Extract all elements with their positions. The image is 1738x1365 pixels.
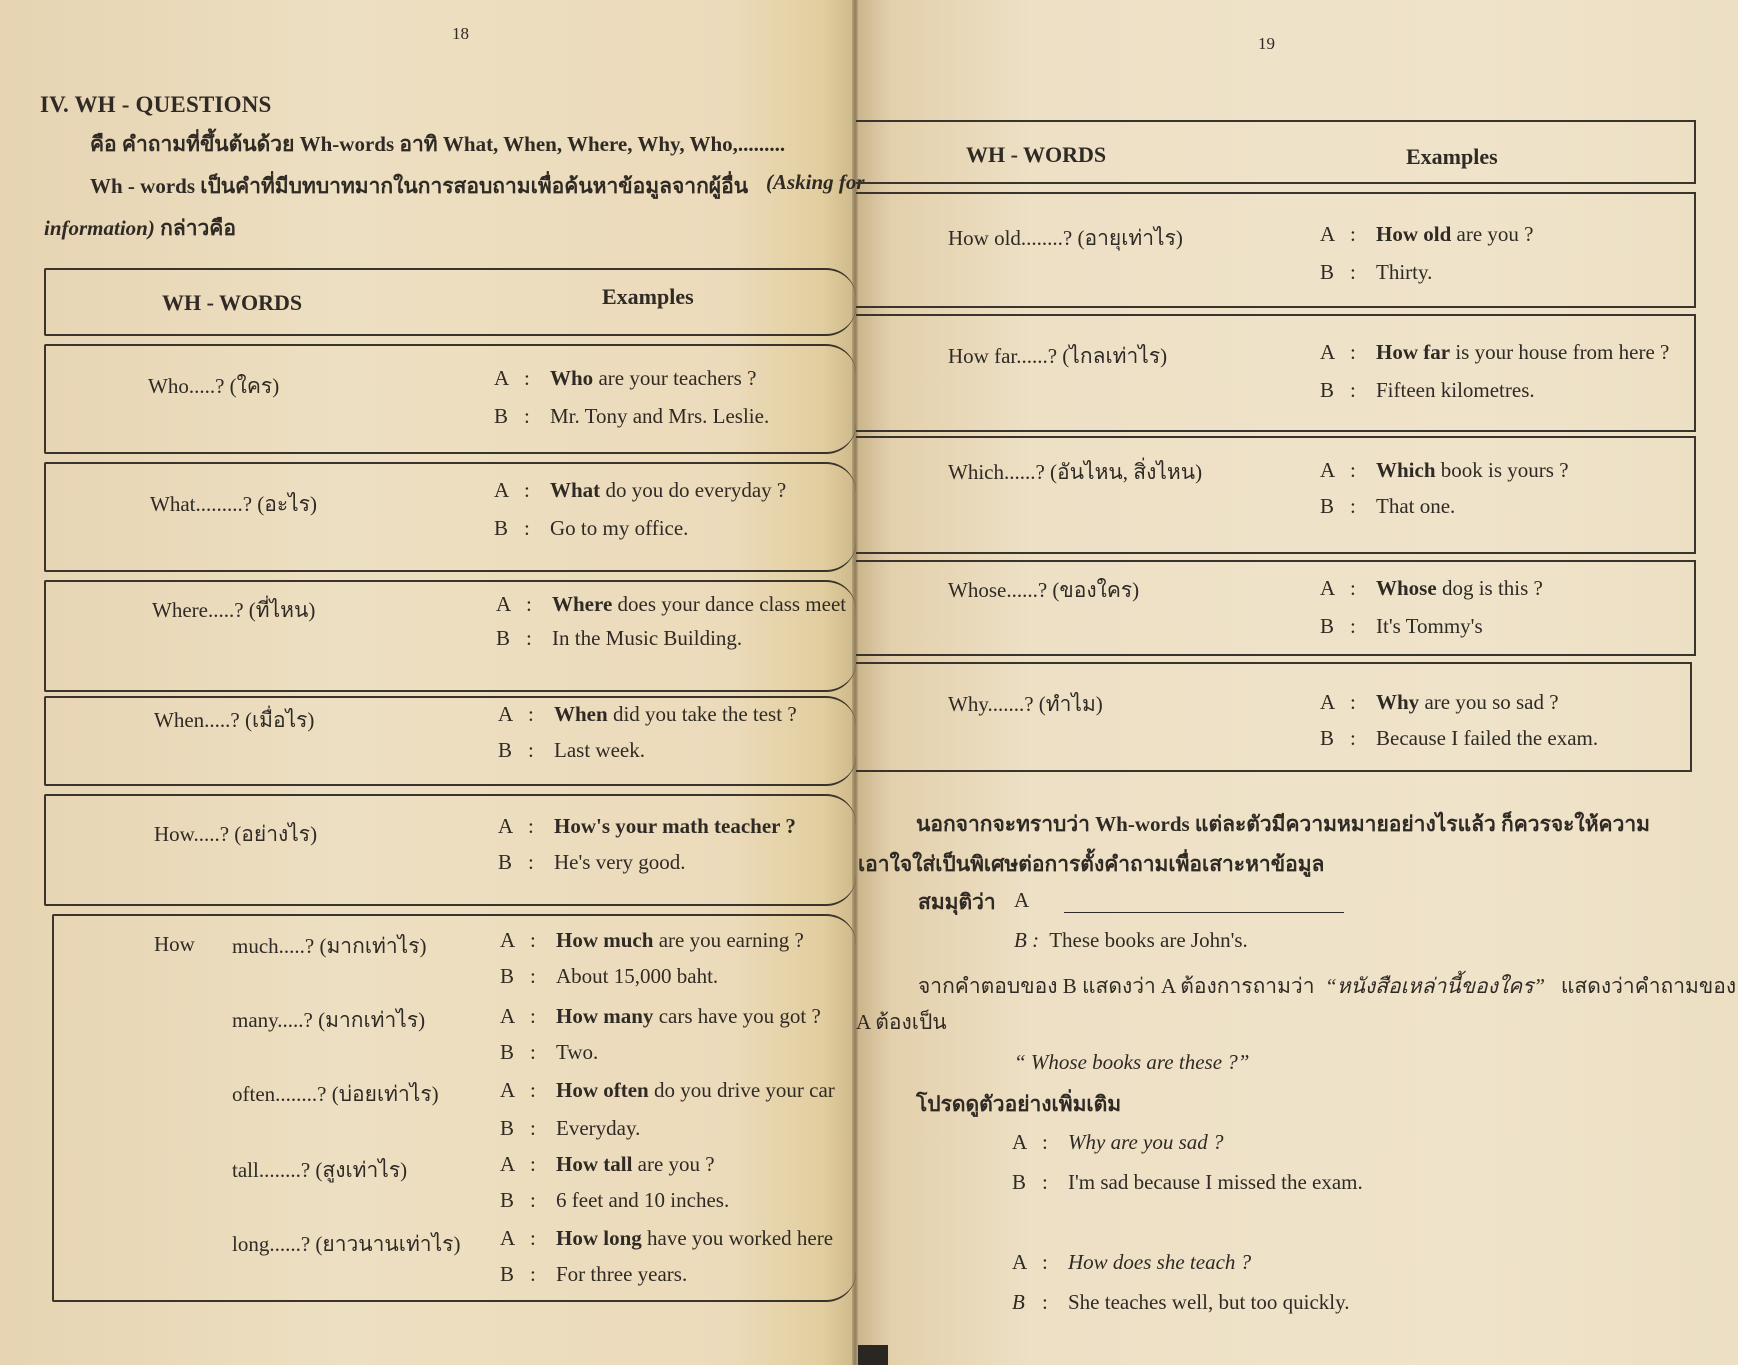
paragraph-1-line-1: นอกจากจะทราบว่า Wh-words แต่ละตัวมีความหมายอย่างไรแล้ว ก็ควรจะให้ความ bbox=[916, 812, 1651, 836]
wh-word: How.....? (อย่างไร) bbox=[154, 822, 318, 846]
more-examples-label: โปรดดูตัวอย่างเพิ่มเติม bbox=[916, 1092, 1122, 1116]
right-table-header bbox=[856, 120, 1696, 184]
example-b: B : Fifteen kilometres. bbox=[1320, 378, 1535, 402]
wh-word: Whose......? (ของใคร) bbox=[948, 578, 1140, 602]
answer-blank bbox=[1064, 912, 1344, 913]
example-a: A : Whose dog is this ? bbox=[1320, 576, 1543, 600]
example-a: A : How's your math teacher ? bbox=[498, 814, 796, 838]
row-which bbox=[856, 436, 1696, 554]
row-how-old bbox=[856, 192, 1696, 308]
section-title: IV. WH - QUESTIONS bbox=[40, 92, 272, 117]
example-a: A : Where does your dance class meet bbox=[496, 592, 847, 616]
example-a: A : What do you do everyday ? bbox=[494, 478, 787, 502]
example-a: A : How tall are you ? bbox=[500, 1152, 715, 1176]
example-a: A : How many cars have you got ? bbox=[500, 1004, 821, 1028]
example-b: B : About 15,000 baht. bbox=[500, 964, 719, 988]
header-wh-words: WH - WORDS bbox=[162, 290, 303, 315]
row-why bbox=[856, 662, 1692, 772]
example-a: A : Which book is yours ? bbox=[1320, 458, 1569, 482]
header-examples: Examples bbox=[602, 284, 694, 309]
row-how-group bbox=[52, 914, 856, 1302]
example-a: A : How often do you drive your car bbox=[500, 1078, 835, 1102]
suppose-b: B : These books are John's. bbox=[1014, 928, 1248, 952]
row-how-far bbox=[856, 314, 1696, 432]
intro-line-2: Wh - words เป็นคำที่มีบทบาทมากในการสอบถามเพื่อค้นหาข้อมูลจากผู้อื่น bbox=[90, 174, 749, 198]
spine-shadow bbox=[858, 1345, 888, 1365]
example-b: B : Everyday. bbox=[500, 1116, 641, 1140]
example-b: B : Because I failed the exam. bbox=[1320, 726, 1599, 750]
example-b: B : For three years. bbox=[500, 1262, 688, 1286]
wh-word: How far......? (ไกลเท่าไร) bbox=[948, 344, 1168, 368]
intro-line-2-italic: (Asking for bbox=[766, 170, 865, 194]
wh-word: Why.......? (ทำไม) bbox=[948, 692, 1103, 716]
example-a: A : Who are your teachers ? bbox=[494, 366, 757, 390]
row-what bbox=[44, 462, 856, 572]
row-when bbox=[44, 696, 856, 786]
example-b: B : Mr. Tony and Mrs. Leslie. bbox=[494, 404, 770, 428]
example-b: B : 6 feet and 10 inches. bbox=[500, 1188, 730, 1212]
example-b: B : Two. bbox=[500, 1040, 599, 1064]
example-a: A : When did you take the test ? bbox=[498, 702, 797, 726]
example-a: A : How far is your house from here ? bbox=[1320, 340, 1670, 364]
wh-word: many.....? (มากเท่าไร) bbox=[232, 1008, 426, 1032]
example-b: B : Go to my office. bbox=[494, 516, 689, 540]
intro-line-3: information) กล่าวคือ bbox=[44, 216, 236, 240]
paragraph-2-line-1: จากคำตอบของ B แสดงว่า A ต้องการถามว่า “หนังสือเหล่านี้ของใคร” แสดงว่าคำถามของ bbox=[918, 974, 1737, 998]
example-b: B : Thirty. bbox=[1320, 260, 1433, 284]
example-a: A : How long have you worked here bbox=[500, 1226, 834, 1250]
how-prefix: How bbox=[154, 932, 195, 956]
wh-word: much.....? (มากเท่าไร) bbox=[232, 934, 427, 958]
page-number-left: 18 bbox=[452, 24, 469, 43]
paragraph-2-line-2: A ต้องเป็น bbox=[856, 1010, 947, 1034]
row-where bbox=[44, 580, 856, 692]
left-table-header bbox=[44, 268, 856, 336]
wh-word: Where.....? (ที่ไหน) bbox=[152, 598, 316, 622]
more-example-1-b: B : I'm sad because I missed the exam. bbox=[1012, 1170, 1363, 1194]
example-a: A : How old are you ? bbox=[1320, 222, 1534, 246]
wh-word: What.........? (อะไร) bbox=[150, 492, 318, 516]
example-a: A : Why are you so sad ? bbox=[1320, 690, 1559, 714]
wh-word: How old........? (อายุเท่าไร) bbox=[948, 226, 1183, 250]
suppose-a-label: A bbox=[1014, 888, 1030, 912]
wh-word: Which......? (อันไหน, สิ่งไหน) bbox=[948, 460, 1203, 484]
more-example-2-a: A : How does she teach ? bbox=[1012, 1250, 1252, 1274]
more-example-2-b: B : She teaches well, but too quickly. bbox=[1012, 1290, 1350, 1314]
wh-word: often........? (บ่อยเท่าไร) bbox=[232, 1082, 439, 1106]
example-b: B : That one. bbox=[1320, 494, 1456, 518]
intro-line-1: คือ คำถามที่ขึ้นต้นด้วย Wh-words อาทิ What, When, Where, Why, Who,......... bbox=[90, 132, 786, 156]
example-b: B : In the Music Building. bbox=[496, 626, 743, 650]
row-how bbox=[44, 794, 856, 906]
example-b: B : He's very good. bbox=[498, 850, 686, 874]
row-whose bbox=[856, 560, 1696, 656]
wh-word: Who.....? (ใคร) bbox=[148, 374, 280, 398]
row-who bbox=[44, 344, 856, 454]
wh-word: long......? (ยาวนานเท่าไร) bbox=[232, 1232, 461, 1256]
answer-quote: “ Whose books are these ?” bbox=[1014, 1050, 1250, 1074]
header-examples: Examples bbox=[1406, 144, 1498, 169]
wh-word: tall........? (สูงเท่าไร) bbox=[232, 1158, 408, 1182]
page-number-right: 19 bbox=[1258, 34, 1275, 53]
wh-word: When.....? (เมื่อไร) bbox=[154, 708, 315, 732]
more-example-1-a: A : Why are you sad ? bbox=[1012, 1130, 1224, 1154]
example-b: B : It's Tommy's bbox=[1320, 614, 1483, 638]
paragraph-1-line-2: เอาใจใส่เป็นพิเศษต่อการตั้งคำถามเพื่อเสาะหาข้อมูล bbox=[858, 852, 1325, 876]
suppose-label: สมมุติว่า bbox=[918, 890, 996, 914]
example-b: B : Last week. bbox=[498, 738, 645, 762]
example-a: A : How much are you earning ? bbox=[500, 928, 804, 952]
header-wh-words: WH - WORDS bbox=[966, 142, 1107, 167]
